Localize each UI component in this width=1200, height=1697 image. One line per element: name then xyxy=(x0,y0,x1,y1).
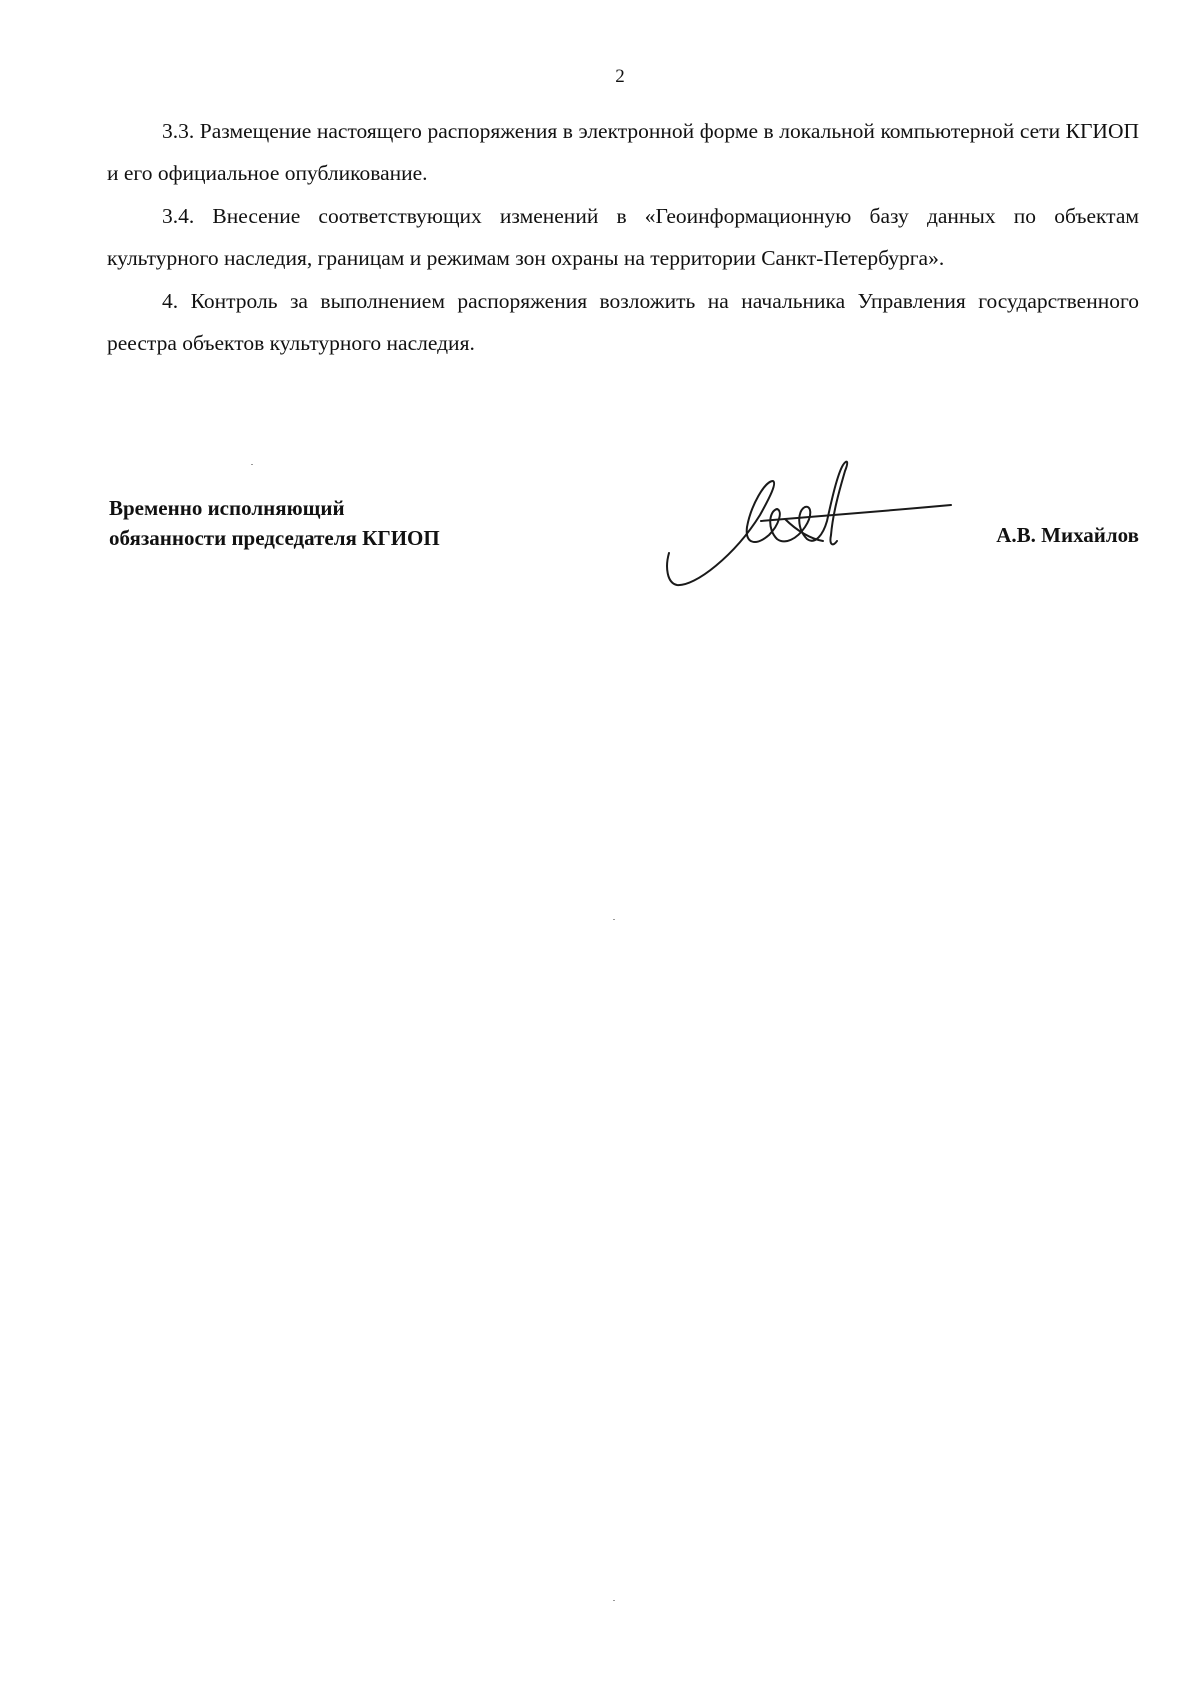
paragraph-3-4: 3.4. Внесение соответствующих изменений в «Геоинформационную базу данных по объектам культурного наследия, границам и режимам зон охраны на территории Санкт-Петербурга». xyxy=(107,204,1139,270)
document-body xyxy=(107,110,1139,364)
scan-speck xyxy=(251,464,253,465)
scan-speck xyxy=(613,1600,615,1601)
signatory-title-line2: обязанности председателя КГИОП xyxy=(109,526,440,550)
scan-speck xyxy=(613,919,615,920)
paragraph-4: 4. Контроль за выполнением распоряжения возложить на начальника Управления государственного реестра объектов культурного наследия. xyxy=(107,289,1139,355)
paragraph-3-3: 3.3. Размещение настоящего распоряжения в электронной форме в локальной компьютерной сети КГИОП и его официальное опубликование. xyxy=(107,119,1139,185)
page-number: 2 xyxy=(615,66,625,87)
signatory-title xyxy=(109,493,440,553)
signatory-title-line1: Временно исполняющий xyxy=(109,496,345,520)
signatory-name: А.В. Михайлов xyxy=(996,523,1139,547)
handwritten-signature xyxy=(665,455,955,595)
